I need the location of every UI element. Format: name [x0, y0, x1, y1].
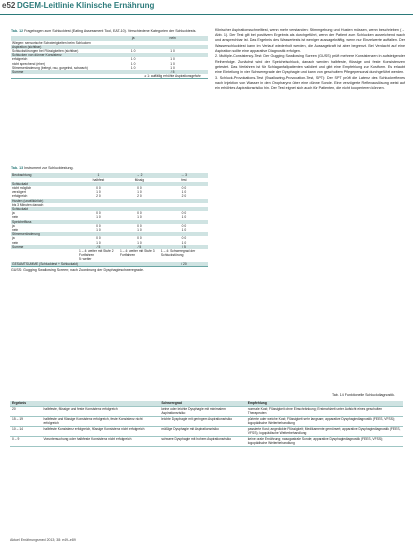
table-1-caption [11, 29, 208, 33]
table-2-caption [11, 166, 208, 170]
bottom-table [10, 401, 403, 447]
severity-cell: leichte Dysphagie mit geringem Aspirationsrisiko [159, 416, 245, 426]
table-cell: 1 0 [137, 240, 142, 245]
table-2-grid [11, 173, 208, 265]
table-cell: 2 0 [181, 194, 187, 199]
result-cell: 20 [10, 406, 41, 416]
section-title: Husten (unwillkürlich) [11, 199, 208, 203]
table-cell: 1 0 [96, 240, 101, 245]
total-label: GESAMTSUMME (Schlucktest + Schluckakt) [11, 262, 160, 266]
table-2-caption-text: Instrument zur Schlucktestung. [24, 166, 74, 170]
table-cell: 1 0 [137, 190, 142, 195]
table-cell: 1 0 [181, 227, 187, 232]
table-cell: 1 0 [130, 57, 136, 62]
page-footer: Aktuel Ernährungsmed 2013; 38: e49–e89 [10, 538, 76, 542]
table-cell: 0 0 [137, 236, 142, 241]
table-cell: ja [12, 211, 15, 216]
table-cell: nein [12, 215, 19, 220]
table-1-grid [11, 36, 208, 78]
table-cell: erfolgreich [12, 194, 28, 199]
table-cell: 1 0 [96, 227, 101, 232]
desc-cell: halbfeste und flüssige Konsistenz erfolgreich, feste Konsistenz nicht erfolgreich [41, 416, 159, 426]
table-1-head-cell: ja [129, 36, 137, 40]
bottom-head-cell: Empfehlung [246, 401, 403, 406]
body-paragraph: Klinischer Aspirationsschnelltest, wenn mehr verstanden: Stimmgebung und Husten müssen, wenn beschrieben (→ Abb. 1). Der Test gilt bei positivem Ergebnis als durchgeführt, wenn der Patient zum Schlucken ausreichend wach und ansprechbar ist. Das Ergebnis des Wassertests ist weniger aussagekräftig, wenn nur Einzelwerte auffallen. Der Wasserschlucktest kann im Verlauf wiederholt werden, die Aussagekraft ist aber begrenzt. Bei Verdacht auf eine Aspiration sollte eine apparative Diagnostik erfolgen. [215, 28, 405, 53]
table-cell: ja [12, 236, 15, 241]
table-cell: nein [12, 227, 19, 232]
total-value: / 20 [160, 262, 208, 266]
table-2-subhead-cell: halbfest [92, 177, 105, 182]
table-cell: 0 0 [137, 185, 142, 190]
severity-cell: schwere Dysphagie mit hohem Aspirationsrisiko [159, 436, 245, 446]
bottom-table-caption: Tab. 14 Funktionelle Schluckdiagnostik. [332, 393, 395, 397]
table-cell: 1 0 [130, 65, 136, 70]
table-2-head-cell: 1 [78, 173, 119, 177]
running-title: DGEM-Leitlinie Klinische Ernährung [17, 1, 155, 10]
table-cell: verzögert [12, 190, 26, 195]
table-cell: 2 0 [96, 194, 101, 199]
table-cell: 1 0 [170, 65, 175, 70]
table-1-head-cell: nein [137, 36, 208, 40]
table-cell: 0 0 [181, 185, 187, 190]
rec-cell: keine orale Ernährung; nasogastrale Sonde; apparative Dysphagiediagnostik (FEES, VFSS); logopädische Weiterbehandlung [246, 436, 403, 446]
table-2-head-cell: → 3 [160, 173, 208, 177]
table-1-number: Tab. 12 [11, 29, 24, 33]
table-cell: 0 0 [137, 223, 142, 228]
table-cell: 1 0 [181, 240, 187, 245]
table-cell: 0 0 [181, 223, 187, 228]
table-cell: 1 0 [137, 227, 142, 232]
table-cell: 1 0 [130, 48, 136, 53]
result-cell: 15 – 19 [10, 416, 41, 426]
table-cell: 0 0 [96, 211, 101, 216]
table-cell: Aspiration (sichtbar) [11, 45, 129, 49]
body-paragraph: 2. Multiple-Consistency-Test: Der Gugging Swallowing Screen (GUSS) prüft mehrere Konsistenzen in aufsteigender Reihenfolge. Zunächst wird der Speichelschluck, danach werden halbfeste, flüssige und feste Konsistenzen getestet. Das Verfahren ist für Schlaganfallpatienten validiert und gibt eine Empfehlung zur Kostform. Es erlaubt eine Einteilung in vier Schweregrade der Dysphagie und kann von geschultem Pflegepersonal durchgeführt werden. [215, 54, 405, 75]
table-cell: Stimmveränderung (belegt, rau, gurgelnd, schwach) [12, 65, 88, 70]
table-cell: Summe [11, 245, 78, 249]
table-cell: / 5 [119, 245, 160, 249]
page-number: e52 [2, 1, 16, 10]
table-cell: nicht möglich [12, 185, 32, 190]
section-title: Schluckakt [11, 207, 208, 211]
rec-cell: pürierte oder weiche Kost; Flüssigkeit sehr langsam; apparative Dysphagiediagnostik (FEES, VFSS); logopädische Weiterbehandlung [246, 416, 403, 426]
table-cell: nicht sprechend (eher) [12, 61, 45, 66]
table-cell: ≥ 1: auffällig erhöhte Aspirationsgefahr [144, 74, 201, 79]
bottom-head-cell: Ergebnis [10, 401, 159, 406]
table-cell: / 5 [78, 245, 119, 249]
table-cell: 1 0 [181, 215, 187, 220]
desc-cell: Voruntersuchung oder halbfeste Konsistenz nicht erfolgreich [41, 436, 159, 446]
table-row [10, 436, 403, 446]
table-cell: 1 0 [130, 61, 136, 66]
table-cell: bis 3 Minuten danach [12, 202, 44, 207]
table-cell: 1 0 [170, 61, 175, 66]
table-cell: 1 – 4: Schweregrad der Schluckstörung [160, 248, 196, 258]
body-paragraph: 3. Schluck-Provokations-Test (Swallowing-Provocation-Test, SPT): Der SPT prüft die Latenz des Schluckreflexes nach Injektion von Wasser in den Oropharynx über eine dünne Sonde. Eine verzögerte Reflexauslösung weist auf ein erhöhtes Aspirationsrisiko hin. Der Test eignet sich auch für Patienten, die nicht kooperieren können. [215, 75, 405, 91]
table-2-number: Tab. 13 [11, 166, 24, 170]
table-cell: 1 0 [181, 190, 187, 195]
severity-cell: keine oder leichte Dysphagie mit minimalem Aspirationsrisiko [159, 406, 245, 416]
table-2-subhead-cell: fest [181, 177, 187, 182]
table-1-bottom-rule [11, 78, 208, 79]
table-cell: ja [12, 223, 15, 228]
result-cell: 10 – 14 [10, 426, 41, 436]
table-1-caption-text: Fragebogen zum Schlucktest (Eating Assessment Tool, EAT-10). Verschiedene Kategorien der Schlucktests. [24, 29, 197, 33]
table-cell: 0 0 [96, 236, 101, 241]
table-cell: 0 0 [96, 223, 101, 228]
table-2-head-cell: Beobachtung [11, 173, 78, 177]
table-cell: 0 0 [181, 236, 187, 241]
rec-cell: passierte Kost; angedickte Flüssigkeit; Medikamente gemörsert; apparative Dysphagiediagnostik (FEES, VFSS); logopädische Weiterbehandlung [246, 426, 403, 436]
table-cell: Schlucken von dünner Konsistenz [11, 53, 129, 57]
bottom-head-cell: Schweregrad [159, 401, 245, 406]
table-cell: 5: weiter [78, 257, 92, 262]
right-text-column [215, 28, 405, 383]
table-cell: erfolgreich [12, 57, 28, 62]
table-cell: Wiegen: sensorische Schwierigkeiten beim Schlucken [12, 40, 91, 45]
desc-cell: halbfeste Konsistenz erfolgreich, flüssige Konsistenz nicht erfolgreich [41, 426, 159, 436]
table-cell: 0 0 [181, 211, 187, 216]
table-cell: 0 0 [137, 211, 142, 216]
table-cell [11, 249, 78, 257]
table-row [11, 249, 208, 257]
table-cell: 1 – 4: weiter mit Stufe 2 Fortfahren [78, 248, 114, 258]
table-cell: 1 0 [96, 190, 101, 195]
table-row [10, 426, 403, 436]
table-cell: nein [12, 240, 19, 245]
table-cell: 1 0 [96, 215, 101, 220]
table-cell: 1 0 [137, 215, 142, 220]
table-2-head-cell: → 2 [119, 173, 160, 177]
table-2-subhead-cell: flüssig [134, 177, 145, 182]
table-1 [11, 29, 208, 79]
severity-cell: mäßige Dysphagie mit Aspirationsrisiko [159, 426, 245, 436]
table-cell: / 5 [137, 70, 208, 74]
bottom-table-grid [10, 401, 403, 447]
desc-cell: halbfeste, flüssige und feste Konsistenz erfolgreich [41, 406, 159, 416]
page-header [0, 0, 413, 18]
table-cell: / 5 [160, 245, 208, 249]
table-cell: Schluckstörungen bei Flüssigkeiten (sichtbar) [12, 48, 79, 53]
table-2 [11, 166, 208, 272]
table-cell: 1 – 4: weiter mit Stufe 3 Fortfahren [119, 248, 155, 258]
table-cell: 1 0 [170, 57, 175, 62]
section-title: Schluckakt [11, 182, 208, 186]
section-title: Speichelfluss [11, 220, 208, 224]
header-rule [0, 14, 413, 15]
table-2-bottom-rule [11, 266, 208, 267]
table-2-footnote: GUSS: Gugging Swallowing Screen; nach Zuordnung der Dysphagieschweregrade. [11, 267, 145, 272]
table-cell: 2 0 [137, 194, 142, 199]
section-title: Stimmveränderung [11, 232, 208, 236]
table-cell: Summe [11, 70, 129, 74]
table-cell: 1 0 [170, 48, 175, 53]
table-cell: 0 0 [96, 185, 101, 190]
table-row [10, 406, 403, 416]
result-cell: 0 – 9 [10, 436, 41, 446]
table-row [10, 416, 403, 426]
rec-cell: normale Kost; Flüssigkeit ohne Einschränkung; Erstmahlzeit unter Aufsicht eines geschulten Therapeuten [246, 406, 403, 416]
